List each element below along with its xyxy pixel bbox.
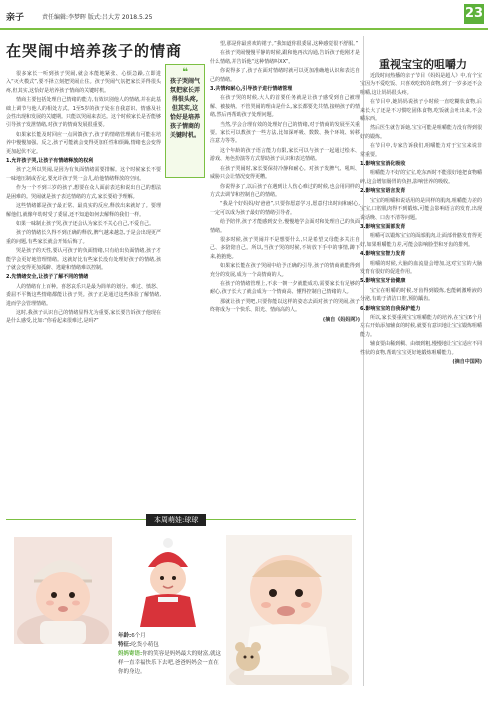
baby-message-label: 妈妈寄语: bbox=[118, 651, 143, 657]
paragraph: 给予陪伴,孩子才能感到安全,慢慢地学会面对和处理自己的负面情绪。 bbox=[210, 219, 360, 234]
paragraph: 很多时候,孩子哭闹并不是想要什么,只是希望父母能多关注自己、多陪陪自己。所以,当孩子哭的时候,不妨放下手中的事情,蹲下来,抱抱他。 bbox=[210, 236, 360, 260]
subheading: 1.允许孩子哭,让孩子有情绪释放的权利 bbox=[6, 158, 94, 165]
paragraph: 咀嚼可以锻炼宝宝的面部肌肉,让面部骨骼发育得更好,如果咀嚼能力差,可能会影响脸型和牙齿的排列。 bbox=[360, 233, 482, 248]
source-credit: (摘自《妈妈网》) bbox=[322, 316, 360, 323]
paragraph: 如果一味制止孩子哭,孩子还会认为家长不关心自己,不爱自己。 bbox=[16, 220, 155, 227]
baby-photo-3 bbox=[226, 535, 352, 685]
header-meta: 责任编辑:李梦晖 版式:吕大芳 2018.5.25 bbox=[42, 14, 153, 21]
baby-age-row bbox=[118, 632, 223, 641]
baby-info bbox=[118, 632, 223, 677]
paragraph: 在孩子哭的时候,大人的首要任务就是让孩子感受到自己被理解、被接纳。不管哭闹的理由是什么,家长都要先共情,接纳孩子的情绪,然后再帮助孩子处理问题。 bbox=[210, 95, 360, 119]
paragraph: 在节目中,她妈妈说孩子小时候一直吃糊状食物,后来长大了还是不习惯吃固体食物,吃饭就会吐出来,不会嚼东西。 bbox=[360, 99, 482, 123]
subheading: 2.影响宝宝语言发育 bbox=[360, 188, 406, 195]
paragraph: 然后医生就告诉她,宝宝可能是咀嚼能力没有得到很好的锻炼。 bbox=[360, 125, 482, 140]
baby-age-label: 年龄: bbox=[118, 633, 132, 639]
paragraph: 在孩子的情绪管理上,不求一朝一夕就能成功,需要家长有足够的耐心,孩子长大了就会成为一个情商高、懂得控制自己情绪的人。 bbox=[210, 280, 360, 296]
baby-message: 你的笑容是妈妈最大的财富,就这样一直幸福快乐下去吧,爸爸妈妈会一直在你的身边。 bbox=[118, 651, 221, 675]
paragraph: 望,那是你最喜欢的裙子。”我知道你很委屈,这种感觉很不舒服。” bbox=[220, 41, 359, 47]
baby-trait-label: 特征: bbox=[118, 642, 132, 648]
paragraph: 你说得多了,孩子在面对情绪时就可以更加准确地认识和表达自己的情绪。 bbox=[210, 68, 360, 83]
page-number: 23 bbox=[464, 4, 484, 24]
paragraph: “我是个好妈妈/好爸爸”,只要你愿意学习,愿意付出时间和耐心,一定可以成为孩子最好的情绪引导者。 bbox=[210, 201, 360, 216]
baby-section-label: 本周萌娃:球球 bbox=[146, 514, 206, 526]
baby-section-divider bbox=[6, 516, 356, 531]
paragraph: 近段时间热播的亲子节目《妈妈是超人》中,有个宝宝因为不爱吃饭、只喜欢吃软的食物,到了一岁多还不会咀嚼,这让妈妈很头疼。 bbox=[360, 73, 482, 96]
quote-mark-icon: ❝ bbox=[182, 67, 188, 78]
paragraph: 你说得多了,以后孩子在遇到让人伤心难过的时候,也会用同样的方式去调节和控制自己的情绪。 bbox=[210, 183, 360, 198]
paragraph: 孩子的情绪长久得不到正确的释放,脾气越来越急,于是会出现更严重的问题,有些家长就会开始后悔了。 bbox=[6, 230, 161, 245]
baby-age: 6个月 bbox=[131, 633, 146, 639]
paragraph: 辅食要由稀到稠、由细到粗,慢慢地让宝宝适应不同性状的食物,帮助宝宝更好地锻炼咀嚼能力。 bbox=[360, 341, 482, 356]
paragraph: 在节目中,专家告诉我们,咀嚼能力对于宝宝来说非常重要。 bbox=[360, 143, 482, 158]
source-credit: (摘自中国网) bbox=[452, 359, 482, 365]
paragraph: 很多家长一听到孩子哭闹,就会本能地紧张、心烦急躁,立即进入“灭火模式”,要不择立刻把哭闹止住。孩子哭闹气氛把家长弄得很头疼,但其实,这恰好是培养孩子情商的关键时机。 bbox=[6, 71, 161, 94]
paragraph: 咀嚼的时候,大脑的血流量会增加,这对宝宝的大脑发育有很好的促进作用。 bbox=[360, 260, 482, 275]
baby-photo-1-graphic bbox=[14, 537, 112, 644]
paragraph: 这时,我孩子认识自己的情绪显得尤为重要,家长要告诉孩子他现在是什么感受,比如:“你看起来很难过,是吗?” bbox=[6, 309, 161, 325]
paragraph: 那就让孩子哭吧,只要你能以这样的姿态去面对孩子的哭闹,孩子终将成为一个快乐、阳光、情商高的人。 bbox=[210, 298, 360, 314]
main-article-column-2 bbox=[210, 40, 360, 510]
paragraph: 宝宝在咀嚼的时候,牙齿得到锻炼,也能刺激唾液的分泌,有助于清洁口腔,预防龋齿。 bbox=[360, 287, 482, 303]
paragraph: 咀嚼能力不好的宝宝,吃东西时不能很好地把食物嚼碎,这会增加肠胃的负担,影响营养的吸收。 bbox=[360, 170, 482, 185]
main-article-title: 在哭闹中培养孩子的情商 bbox=[6, 42, 183, 60]
subheading: 4.影响宝宝智力发育 bbox=[360, 251, 406, 258]
section-name: 亲子 bbox=[6, 13, 25, 23]
paragraph: 这个年龄的孩子语言能力有限,家长可以与孩子一起通过绘本、游戏、角色扮演等方式帮助孩子认识和表达情绪。 bbox=[210, 147, 360, 163]
side-article-title: 重视宝宝的咀嚼力 bbox=[379, 58, 467, 71]
paragraph: 当然,学会合理有效的处理好自己的情绪,对于情商的发展至关重要。家长可以教孩子一些方法,比如深呼吸、数数、换个环境、转移注意力等等。 bbox=[210, 121, 360, 145]
baby-photo-2 bbox=[118, 537, 218, 630]
paragraph: 如果家长能在孩子哭闹中给予正确的引导,孩子的情商就能得到充分的发展,成为一个高情商的人。 bbox=[210, 263, 360, 278]
baby-trait-row bbox=[118, 641, 223, 650]
paragraph: 孩子之所以哭闹,是因为有负面情绪需要排解。这个时候家长不要一味地压制或否定,要允许孩子哭一会儿,给他情绪释放的空间。 bbox=[6, 167, 161, 182]
subheading: 3.影响宝宝面部发育 bbox=[360, 223, 406, 230]
subheading: 5.影响宝宝牙齿健康 bbox=[360, 278, 406, 285]
baby-photo-2-graphic bbox=[118, 537, 218, 630]
page-header bbox=[0, 0, 488, 30]
paragraph: 所以,家长要重视宝宝咀嚼能力的培养,在宝宝6个月左右开始添加辅食的时候,就要有意识地让宝宝锻炼咀嚼能力。 bbox=[360, 314, 482, 338]
baby-message-row bbox=[118, 650, 223, 677]
main-article-column-1 bbox=[6, 70, 161, 510]
subheading: 6.影响宝宝的自我保护能力 bbox=[360, 305, 421, 312]
paragraph: 哭是孩子的天性,要认可孩子的负面情绪,只有给出负面情绪,孩子才能学会更好地管理情绪。这就好比有些家长没有处理好孩子的情绪,孩子就会变得更加孤僻、逃避和情绪难以控制。 bbox=[6, 248, 161, 271]
paragraph: 这些情绪都是孩子最正常、最真实的反应,释放出来就好了。要理解他们,就像年幼时受了委屈,还不知道如何去解释的我们一样。 bbox=[6, 203, 161, 218]
pull-quote-text: 孩子哭闹气氛把家长弄得很头疼,但其实,这恰好是培养孩子情商的关键时机。 bbox=[169, 78, 200, 139]
paragraph: 人的情绪有上百种。喜怒哀乐只是最为简单的划分。难过、愤怒、委屈不平衡这些情绪都能让孩子哭。孩子正是通过这些体验了解情绪,进而学会管理情绪。 bbox=[6, 283, 161, 307]
paragraph: 作为一个不到三岁的孩子,想要在众人面前表达和说出自己的想法是困难的。哭闹就是孩子表达情绪的方式,家长要给予理解。 bbox=[6, 185, 161, 200]
baby-photo-1 bbox=[14, 537, 112, 644]
subheading: 1.影响宝宝消化吸收 bbox=[360, 161, 406, 168]
baby-photo-3-graphic bbox=[226, 535, 352, 685]
paragraph: 如果家长能及时回应一点回馈孩子,孩子的情绪管理就有可能在培养中慢慢加强。反之,孩子可能就会变得更加任性和烦躁,情绪也会变得更加起伏不定。 bbox=[6, 131, 161, 155]
paragraph: 在孩子哭闹时,家长要保持冷静和耐心。对孩子发脾气、吼叫、威胁只会让情况变得更糟。 bbox=[210, 165, 360, 181]
baby-trait: 吃货小萌包 bbox=[131, 642, 159, 648]
paragraph: 在孩子哭闹慢慢平静的时候,跟和他再次沟通,告诉孩子他刚才是什么情绪,并告诉他“这种情绪叫XX”。 bbox=[210, 50, 360, 65]
paragraph: 宝宝的咀嚼和说话用的是同样的肌肉,咀嚼能力差的宝宝,口腔肌肉得不到锻炼,可能会影响语言的发育,出现说话晚、口齿不清等问题。 bbox=[360, 197, 482, 221]
pull-quote bbox=[165, 64, 205, 178]
paragraph: 情商主要包括处理自己情绪的能力,有效识别他人的情绪,并在此基础上调节与他人的相处方式。1至5岁的孩子处在自我意识、情感及社会性出现和发展的关键期。只能以哭闹来表达。这个时候家长是否能够引导孩子发泄情绪,对孩子的情商发展很重要。 bbox=[6, 97, 161, 129]
subheading: 2.先情绪安全,让孩子了解不同的情绪 bbox=[6, 274, 89, 281]
subheading: 3.共情和耐心,引导孩子进行情绪管理 bbox=[210, 86, 293, 93]
side-article-column bbox=[360, 72, 482, 684]
